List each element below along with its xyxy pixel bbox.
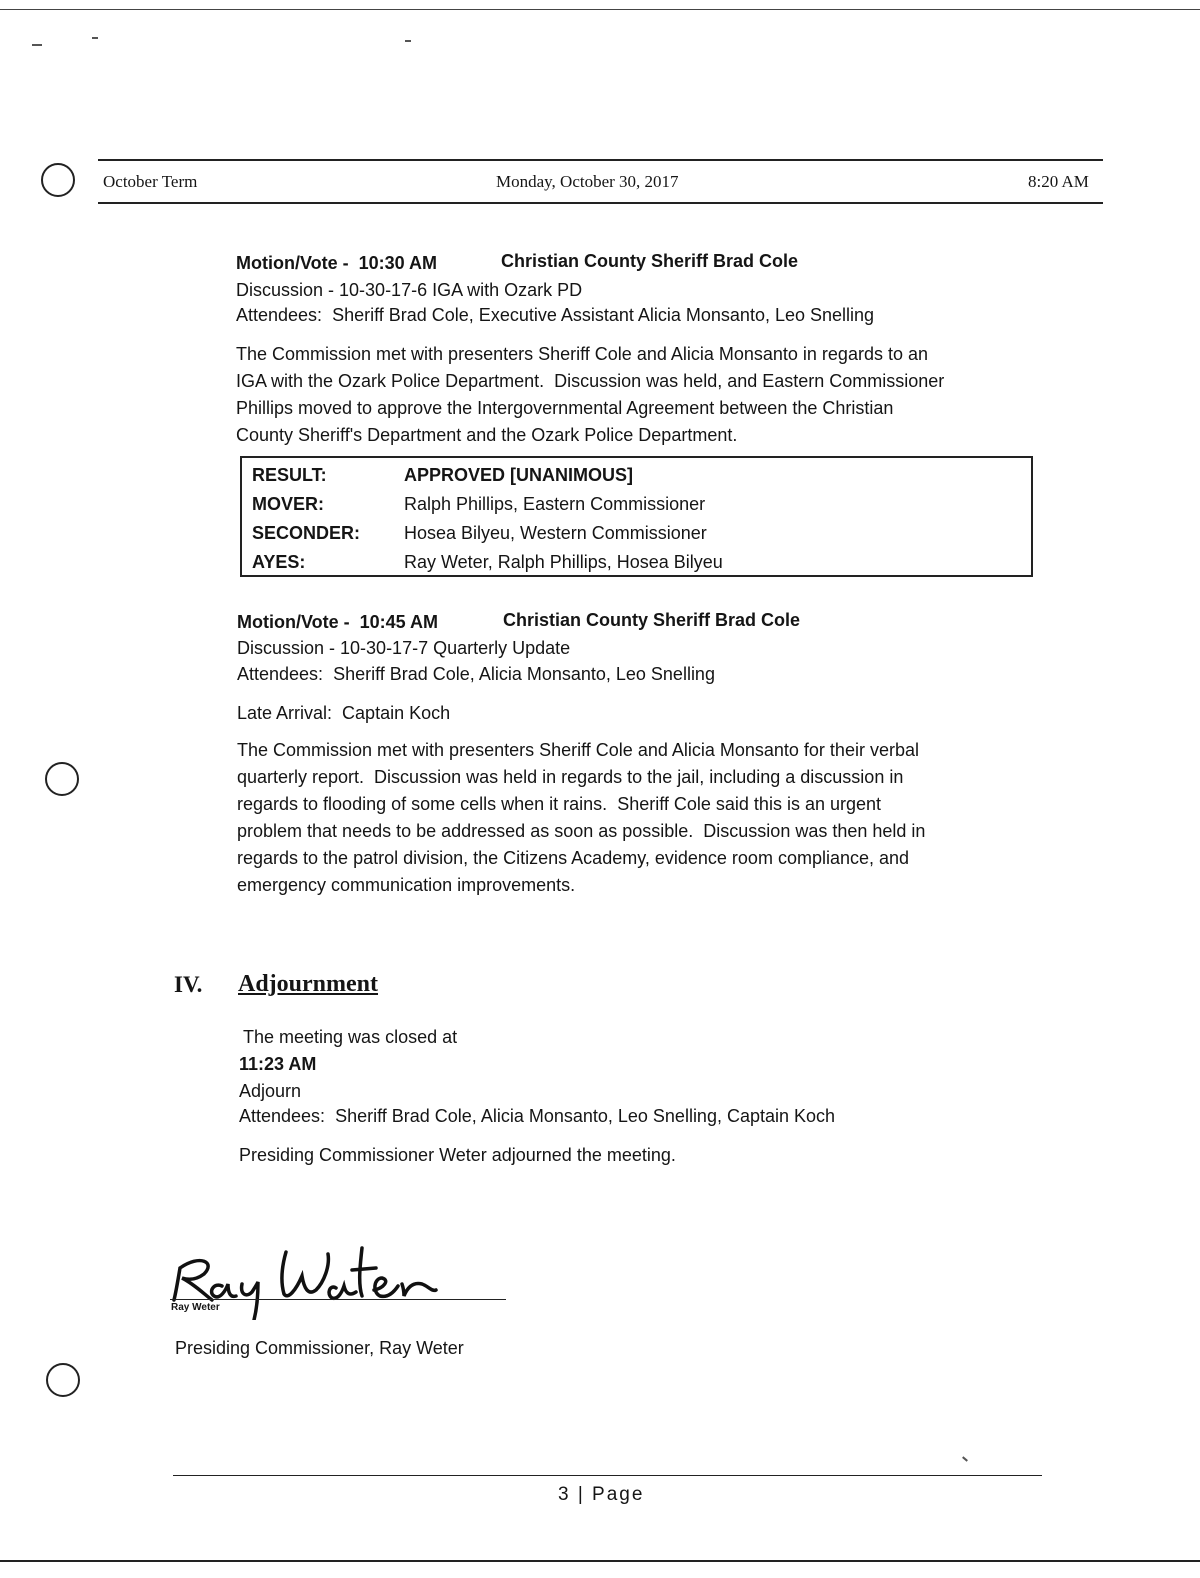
paragraph-line: The Commission met with presenters Sheriff Cole and Alicia Monsanto for their verbal	[237, 740, 919, 760]
closed-text: The meeting was closed at	[243, 1027, 458, 1047]
motion2-discussion: Discussion - 10-30-17-7 Quarterly Update	[237, 638, 571, 658]
vote-label: MOVER:	[252, 494, 324, 514]
vote-value: APPROVED [UNANIMOUS]	[404, 465, 634, 485]
signature-line	[170, 1299, 506, 1300]
top-scan-border	[0, 9, 1200, 10]
scan-speck	[405, 40, 411, 42]
paragraph-line: regards to the patrol division, the Citizens Academy, evidence room compliance, and	[237, 848, 910, 868]
motion2-late-arrival: Late Arrival: Captain Koch	[237, 703, 451, 723]
motion2-attendees: Attendees: Sheriff Brad Cole, Alicia Monsanto, Leo Snelling	[237, 664, 715, 684]
vote-result-table	[240, 456, 1033, 577]
scan-speck	[962, 1456, 968, 1461]
motion1-title: Motion/Vote - 10:30 AM	[236, 253, 438, 273]
vote-value: Hosea Bilyeu, Western Commissioner	[404, 523, 707, 543]
motion1-presenter: Christian County Sheriff Brad Cole	[501, 251, 799, 271]
header-time: 8:20 AM	[1028, 172, 1089, 191]
paragraph-line: emergency communication improvements.	[237, 875, 576, 895]
section-numeral: IV.	[174, 972, 203, 997]
adjourn-attendees: Attendees: Sheriff Brad Cole, Alicia Monsanto, Leo Snelling, Captain Koch	[239, 1106, 836, 1126]
section-heading: Adjournment	[238, 971, 379, 997]
closed-time: 11:23 AM	[239, 1054, 317, 1074]
binder-hole-bottom	[46, 1363, 80, 1397]
signature-title: Presiding Commissioner, Ray Weter	[175, 1338, 464, 1358]
header-top-rule	[98, 159, 1103, 161]
scan-speck	[32, 44, 42, 46]
motion1-discussion: Discussion - 10-30-17-6 IGA with Ozark PD	[236, 280, 583, 300]
paragraph-line: IGA with the Ozark Police Department. Discussion was held, and Eastern Commissioner	[236, 371, 945, 391]
motion2-presenter: Christian County Sheriff Brad Cole	[503, 610, 801, 630]
header-term: October Term	[103, 172, 198, 191]
footer-rule	[173, 1475, 1042, 1476]
bottom-scan-border	[0, 1560, 1200, 1562]
motion2-paragraph	[237, 737, 1077, 899]
header-date: Monday, October 30, 2017	[496, 172, 679, 191]
motion2-title: Motion/Vote - 10:45 AM	[237, 612, 439, 632]
vote-value: Ralph Phillips, Eastern Commissioner	[404, 494, 706, 514]
paragraph-line: regards to flooding of some cells when it rains. Sheriff Cole said this is an urgent	[237, 794, 882, 814]
paragraph-line: quarterly report. Discussion was held in regards to the jail, including a discussion in	[237, 767, 904, 787]
vote-label: RESULT:	[252, 465, 327, 485]
scan-speck	[92, 37, 98, 39]
adjourn-statement: Presiding Commissioner Weter adjourned the meeting.	[239, 1145, 676, 1165]
motion1-paragraph	[236, 341, 1076, 449]
paragraph-line: Phillips moved to approve the Intergovernmental Agreement between the Christian	[236, 398, 894, 418]
binder-hole-top	[41, 163, 75, 197]
paragraph-line: County Sheriff's Department and the Ozark Police Department.	[236, 425, 738, 445]
page-number: 3 | Page	[558, 1484, 645, 1505]
paragraph-line: problem that needs to be addressed as soon as possible. Discussion was then held in	[237, 821, 926, 841]
adjourn-item: Adjourn	[239, 1081, 302, 1101]
motion1-attendees: Attendees: Sheriff Brad Cole, Executive Assistant Alicia Monsanto, Leo Snelling	[236, 305, 875, 325]
vote-label: AYES:	[252, 552, 306, 572]
vote-value: Ray Weter, Ralph Phillips, Hosea Bilyeu	[404, 552, 723, 572]
vote-label: SECONDER:	[252, 523, 361, 543]
signature-caption: Ray Weter	[171, 1302, 220, 1313]
paragraph-line: The Commission met with presenters Sheriff Cole and Alicia Monsanto in regards to an	[236, 344, 928, 364]
binder-hole-middle	[45, 762, 79, 796]
header-bottom-rule	[98, 202, 1103, 204]
